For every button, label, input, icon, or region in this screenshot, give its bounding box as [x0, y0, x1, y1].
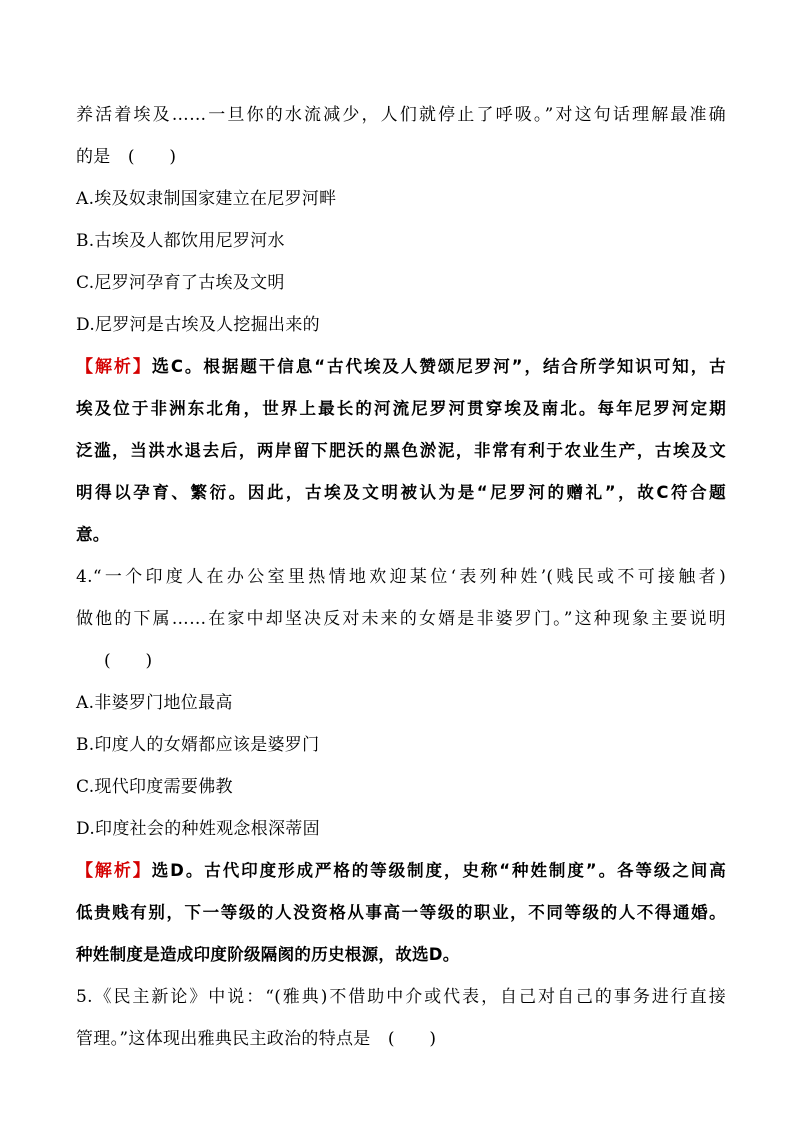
- q3-option-a: A.埃及奴隶制国家建立在尼罗河畔: [76, 189, 337, 209]
- q4-analysis-tag: 【解析】: [76, 861, 152, 881]
- q4-analysis-line-2: 低贵贱有别，下一等级的人没资格从事高一等级的职业，不同等级的人不得通婚。: [76, 903, 726, 922]
- q3-analysis-text-1: C。根据题干信息“古代埃及人赞颂尼罗河”，结合所学知识可知，古: [170, 357, 726, 376]
- q4-stem-line-2: 做他的下属……在家中却坚决反对未来的女婿是非婆罗门。”这种现象主要说明: [76, 609, 726, 629]
- q3-stem-line-1: 养活着埃及……一旦你的水流减少，人们就停止了呼吸。”对这句话理解最准确: [76, 105, 726, 125]
- q3-analysis-line-3: 泛滥，当洪水退去后，两岸留下肥沃的黑色淤泥，非常有利于农业生产，古埃及文: [76, 441, 726, 460]
- q4-option-a: A.非婆罗门地位最高: [76, 693, 233, 713]
- q3-analysis-line-4: 明得以孕育、繁衍。因此，古埃及文明被认为是“尼罗河的赠礼”，故C符合题: [76, 483, 726, 502]
- q3-option-c: C.尼罗河孕育了古埃及文明: [76, 273, 285, 293]
- q5-stem-line-1: 5.《民主新论》中说：“(雅典)不借助中介或代表，自己对自己的事务进行直接: [76, 987, 726, 1007]
- q3-stem-line-2: 的是 ( ): [76, 147, 177, 167]
- q4-option-b: B.印度人的女婿都应该是婆罗门: [76, 735, 320, 755]
- q3-analysis-lead: 选: [151, 357, 171, 377]
- q4-stem-line-3: ( ): [104, 651, 153, 671]
- q3-option-b: B.古埃及人都饮用尼罗河水: [76, 231, 285, 251]
- q4-analysis-line-3: 种姓制度是造成印度阶级隔阂的历史根源，故选D。: [76, 945, 460, 964]
- q5-stem-line-2: 管理。”这体现出雅典民主政治的特点是 ( ): [76, 1029, 437, 1049]
- q3-analysis-tag: 【解析】: [76, 357, 152, 377]
- q4-stem-line-1: 4.“一个印度人在办公室里热情地欢迎某位‘表列种姓’(贱民或不可接触者): [76, 567, 726, 587]
- q3-analysis-line-2: 埃及位于非洲东北角，世界上最长的河流尼罗河贯穿埃及南北。每年尼罗河定期: [76, 399, 726, 418]
- q3-analysis-line-1: [76, 355, 726, 379]
- q4-analysis-line-1: [76, 859, 726, 883]
- q3-option-d: D.尼罗河是古埃及人挖掘出来的: [76, 315, 320, 335]
- q4-option-d: D.印度社会的种姓观念根深蒂固: [76, 819, 320, 839]
- q4-option-c: C.现代印度需要佛教: [76, 777, 233, 797]
- q3-analysis-line-5: 意。: [76, 525, 110, 544]
- q4-analysis-text-1: 选D。古代印度形成严格的等级制度，史称“种姓制度”。各等级之间高: [151, 861, 726, 880]
